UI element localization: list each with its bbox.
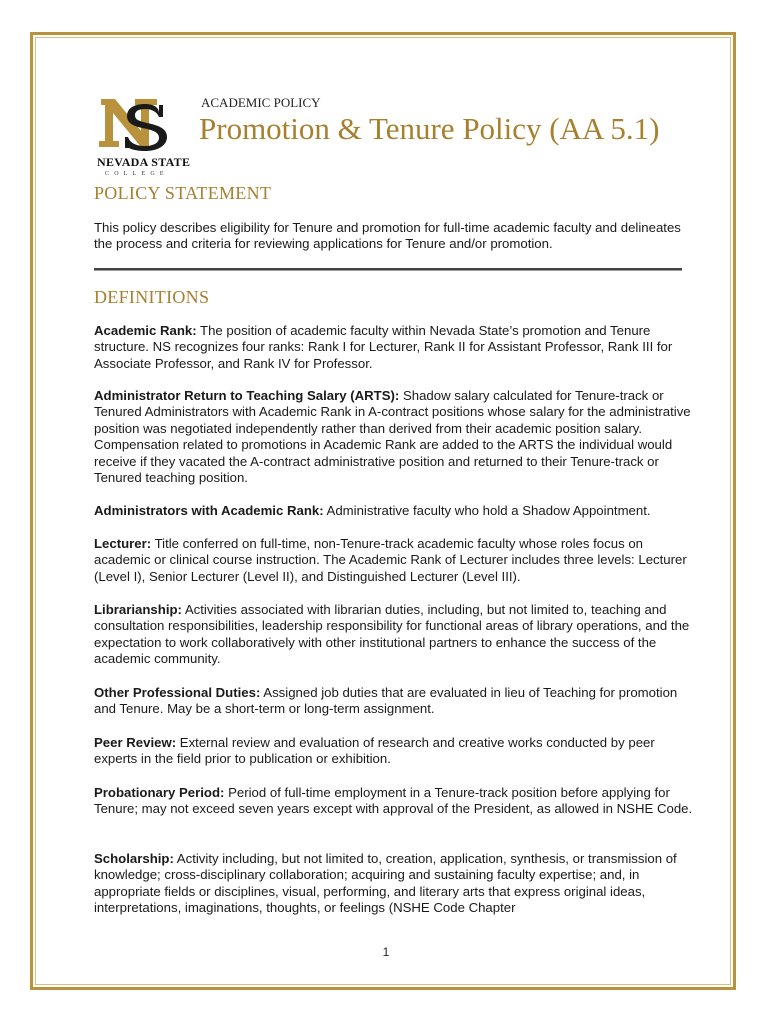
definition-text: Administrative faculty who hold a Shadow Appointment. xyxy=(323,503,651,518)
definition-term: Lecturer: xyxy=(94,536,152,551)
definition-arts xyxy=(94,388,694,486)
definition-text: The position of academic faculty within Nevada State’s promotion and Tenure structure. NS recognizes four ranks: Rank I for Lecturer, Rank II for Assistant Professor, Rank III for Associate Professor, and Rank IV for Professor. xyxy=(94,323,673,371)
definition-text: Activities associated with librarian duties, including, but not limited to, teaching and consultation responsibilities, leadership responsibility for functional areas of library operations, and the expectation to work collaboratively with other institutional partners to enhance the success of the academic community. xyxy=(94,602,690,667)
definition-academic-rank xyxy=(94,323,694,372)
definition-term: Peer Review: xyxy=(94,735,177,750)
policy-statement-heading: POLICY STATEMENT xyxy=(94,183,272,203)
definition-lecturer xyxy=(94,536,694,585)
definition-administrators-with-rank xyxy=(94,503,694,519)
definition-text: Shadow salary calculated for Tenure-track or Tenured Administrators with Academic Rank in A-contract positions whose salary for the administrative position was negotiated independently rather than derived from their academic position salary. Compensation related to promotions in Academic Rank are added to the ARTS the individual would receive if they vacated the A-contract administrative position and returned to their Tenure-track or Tenured teaching position. xyxy=(94,388,691,486)
definition-term: Administrators with Academic Rank: xyxy=(94,503,324,518)
definition-text: Activity including, but not limited to, creation, application, synthesis, or transmission of knowledge; cross-disciplinary collaboration; acquiring and sustaining faculty expertise; and, in appropriate fields or disciplines, visual, performing, and literary arts that express original ideas, interpretations, imaginations, thoughts, or feelings (NSHE Code Chapter xyxy=(94,851,677,916)
document-page xyxy=(30,32,736,990)
definition-term: Probationary Period: xyxy=(94,785,225,800)
logo-text-primary: NEVADA STATE xyxy=(97,155,191,169)
definition-probationary-period xyxy=(94,785,694,818)
definition-term: Scholarship: xyxy=(94,851,174,866)
ns-monogram-logo-icon xyxy=(97,95,169,151)
definition-other-professional-duties xyxy=(94,685,694,718)
policy-statement-text: This policy describes eligibility for Tenure and promotion for full-time academic faculty and delineates the process and criteria for reviewing applications for Tenure and/or promotion. xyxy=(94,220,681,252)
section-divider xyxy=(94,268,682,271)
definition-peer-review xyxy=(94,735,694,768)
definition-term: Other Professional Duties: xyxy=(94,685,261,700)
page-number: 1 xyxy=(382,945,390,959)
college-logo xyxy=(97,95,193,177)
page-title: Promotion & Tenure Policy (AA 5.1) xyxy=(199,111,660,146)
definition-text: Period of full-time employment in a Tenure-track position before applying for Tenure; may not exceed seven years except with approval of the President, as allowed in NSHE Code. xyxy=(94,785,693,817)
definition-text: External review and evaluation of research and creative works conducted by peer experts in the field prior to publication or exhibition. xyxy=(94,735,655,767)
definition-term: Librarianship: xyxy=(94,602,182,617)
definition-scholarship xyxy=(94,851,694,917)
definitions-heading: DEFINITIONS xyxy=(94,287,210,307)
definition-text: Title conferred on full-time, non-Tenure-track academic faculty whose roles focus on academic or clinical course instruction. The Academic Rank of Lecturer includes three levels: Lecturer (Level I), Senior Lecturer (Level II), and Distinguished Lecturer (Level III). xyxy=(94,536,687,584)
definition-term: Administrator Return to Teaching Salary (ARTS): xyxy=(94,388,400,403)
policy-category-label: ACADEMIC POLICY xyxy=(201,95,321,110)
definition-term: Academic Rank: xyxy=(94,323,197,338)
logo-text-secondary: COLLEGE xyxy=(105,171,169,177)
definition-text: Assigned job duties that are evaluated in lieu of Teaching for promotion and Tenure. May be a short-term or long-term assignment. xyxy=(94,685,678,717)
definition-librarianship xyxy=(94,602,694,668)
